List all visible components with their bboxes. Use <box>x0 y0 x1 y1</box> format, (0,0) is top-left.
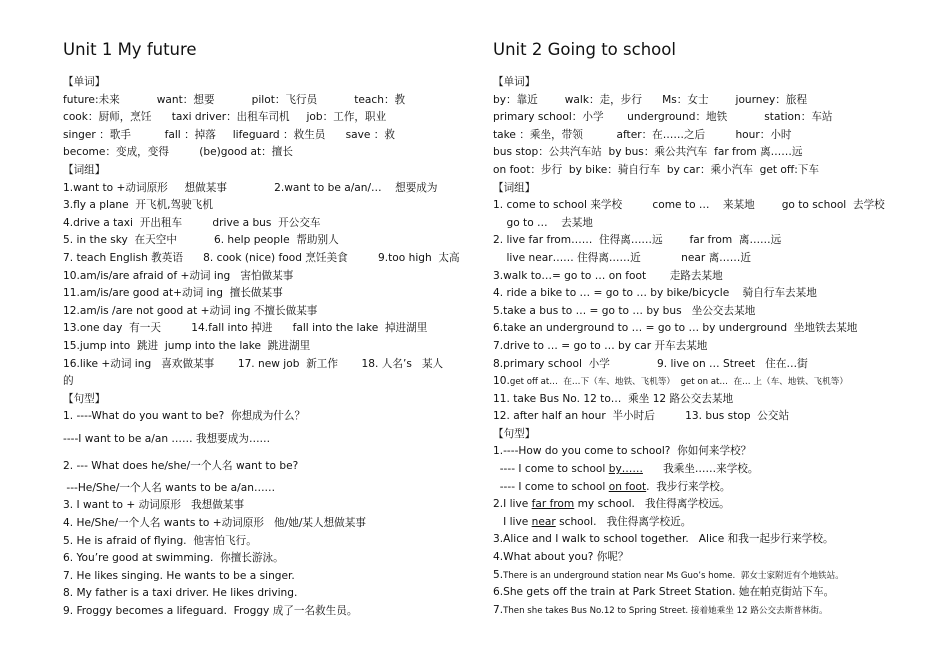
phrase-line: 15.jump into 跳进 jump into the lake 跳进湖里 <box>63 339 311 352</box>
vocab-line: by：靠近 walk：走，步行 Ms：女士 journey：旅程 <box>493 93 808 106</box>
sentence-line: 4. He/She/一个人名 wants to +动词原形 他/她/某人想做某事 <box>63 517 366 530</box>
vocab-line: future:未来 want：想要 pilot：飞行员 teach：教 <box>63 93 406 106</box>
sentence-number: 5. <box>493 568 504 581</box>
sentence-line: ---He/She/一个人名 wants to be a/an…… <box>63 481 276 494</box>
vocab-line: primary school：小学 underground：地铁 station：车站 <box>493 111 833 124</box>
phrase-line: 2. live far from…… 住得离……远 far from 离……远 <box>493 234 782 247</box>
sentence-text-small: There is an underground station near Ms Guo’s home. 郭女士家附近有个地铁站。 <box>503 570 844 581</box>
vocab-header: 【单词】 <box>63 76 106 88</box>
phrase-line: 11. take Bus No. 12 to… 乘坐 12 路公交去某地 <box>493 392 734 405</box>
phrase-line: 7. teach English 教英语 8. cook (nice) food 烹饪美食 9.too high 太高 <box>63 251 460 264</box>
sentence-text: ---- I come to school <box>493 480 609 493</box>
phrase-line: go to … 去某地 <box>493 216 593 229</box>
vocab-header: 【单词】 <box>493 76 536 88</box>
phrase-line: 11.am/is/are good at+动词 ing 擅长做某事 <box>63 287 283 300</box>
vocab-line: singer ：歌手 fall ：掉落 lifeguard ：救生员 save ：救 <box>63 128 395 141</box>
sentence-line: 4.What about you? 你呢？ <box>493 551 629 564</box>
phrase-line: 8.primary school 小学 9. live on … Street 住在…街 <box>493 357 808 370</box>
phrase-line: 5.take a bus to … = go to … by bus 坐公交去某地 <box>493 304 756 317</box>
sentence-line: ----I want to be a/an …… 我想要成为…… <box>63 432 271 445</box>
phrase-line: 7.drive to … = go to … by car 开车去某地 <box>493 339 708 352</box>
sentence-line: 1.----How do you come to school? 你如何来学校？ <box>493 445 752 458</box>
phrase-line: 的 <box>63 375 74 388</box>
phrase-line: 3.walk to…= go to … on foot 走路去某地 <box>493 269 723 282</box>
unit1-title: Unit 1 My future <box>63 40 197 59</box>
vocab-line: cook：厨师，烹饪 taxi driver：出租车司机 job：工作，职业 <box>63 111 387 124</box>
underlined-phrase: on foot <box>608 480 647 493</box>
phrase-line: 12. after half an hour 半小时后 13. bus stop 公交站 <box>493 410 790 423</box>
vocab-line: on foot：步行 by bike：骑自行车 by car：乘小汽车 get off:下车 <box>493 163 819 176</box>
sentence-text: ---- I come to school <box>493 463 609 476</box>
underlined-phrase: far from <box>531 498 575 511</box>
sentence-number: 7. <box>493 603 504 616</box>
sentence-text-small: Then she takes Bus No.12 to Spring Street. 接着她乘坐 12 路公交去斯普林街。 <box>503 605 828 616</box>
unit1-body <box>63 74 463 621</box>
phrase-line: 5. in the sky 在天空中 6. help people 帮助别人 <box>63 234 339 247</box>
vocab-line: take ：乘坐，带领 after：在……之后 hour：小时 <box>493 128 792 141</box>
vocab-line: bus stop：公共汽车站 by bus：乘公共汽车 far from 离……远 <box>493 146 803 159</box>
sentence-line: 8. My father is a taxi driver. He likes driving. <box>63 587 298 600</box>
phrase-line: 4.drive a taxi 开出租车 drive a bus 开公交车 <box>63 216 321 229</box>
sentence-line <box>493 567 893 585</box>
underlined-phrase: near <box>531 515 556 528</box>
phrase-line: 1.want to +动词原形 想做某事 2.want to be a/an/… 想要成为 <box>63 181 438 194</box>
phrase-line <box>493 373 893 391</box>
sentence-line: 5. He is afraid of flying. 他害怕飞行。 <box>63 534 257 547</box>
sentence-line: 6.She gets off the train at Park Street Station. 她在帕克街站下车。 <box>493 586 835 599</box>
phrase-line: 4. ride a bike to … = go to … by bike/bicycle 骑自行车去某地 <box>493 287 817 300</box>
sentence-text: I live <box>493 515 532 528</box>
sentence-header: 【句型】 <box>493 427 536 440</box>
sentence-text: school. 我住得离学校近。 <box>555 515 692 528</box>
phrase-text-small: get off at… 在…下（车、地铁、飞机等） get on at… 在… 上（车、地铁、飞机等） <box>509 377 848 388</box>
phrase-line: 12.am/is /are not good at +动词 ing 不擅长做某事 <box>63 304 318 317</box>
sentence-line <box>493 514 893 532</box>
sentence-line: 3. I want to + 动词原形 我想做某事 <box>63 499 245 512</box>
sentence-line: 2. --- What does he/she/一个人名 want to be? <box>63 459 299 472</box>
sentence-line <box>493 496 893 514</box>
phrase-line: 6.take an underground to … = go to … by underground 坐地铁去某地 <box>493 322 858 335</box>
phrase-line: 13.one day 有一天 14.fall into 掉进 fall into the lake 掉进湖里 <box>63 322 428 335</box>
phrase-line: 10.am/is/are afraid of +动词 ing 害怕做某事 <box>63 269 294 282</box>
underlined-phrase: by…… <box>608 463 643 476</box>
sentence-text: 2.I live <box>493 498 532 511</box>
unit2-title: Unit 2 Going to school <box>493 40 676 59</box>
vocab-line: become：变成，变得 (be)good at：擅长 <box>63 146 293 159</box>
phrase-line: 16.like +动词 ing 喜欢做某事 17. new job 新工作 18. 人名’s 某人 <box>63 357 444 370</box>
sentence-line <box>493 602 893 620</box>
phrase-header: 【词组】 <box>493 181 536 194</box>
sentence-line: 1. ----What do you want to be? 你想成为什么？ <box>63 410 306 423</box>
phrase-line: live near…… 住得离……近 near 离……近 <box>493 251 751 264</box>
phrase-header: 【词组】 <box>63 163 106 176</box>
sentence-text: my school. 我住得离学校远。 <box>574 498 730 511</box>
sentence-line: 6. You’re good at swimming. 你擅长游泳。 <box>63 552 284 565</box>
sentence-header: 【句型】 <box>63 392 106 405</box>
unit2-body <box>493 74 893 619</box>
sentence-line: 3.Alice and I walk to school together. Alice 和我一起步行来学校。 <box>493 533 834 546</box>
phrase-line: 3.fly a plane 开飞机,驾驶飞机 <box>63 199 213 212</box>
sentence-text: . 我步行来学校。 <box>646 480 731 493</box>
phrase-number: 10. <box>493 375 510 388</box>
sentence-line <box>493 461 893 479</box>
sentence-text: 我乘坐……来学校。 <box>642 463 759 476</box>
phrase-line: 1. come to school 来学校 come to … 来某地 go to school 去学校 <box>493 199 885 212</box>
sentence-line <box>493 479 893 497</box>
sentence-line: 7. He likes singing. He wants to be a singer. <box>63 569 295 582</box>
sentence-line: 9. Froggy becomes a lifeguard. Froggy 成了一名救生员。 <box>63 605 358 618</box>
